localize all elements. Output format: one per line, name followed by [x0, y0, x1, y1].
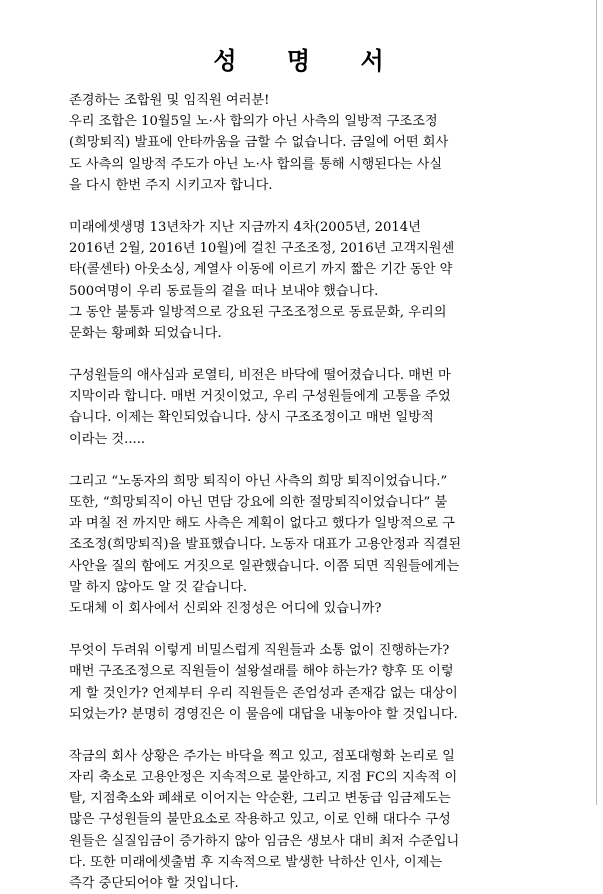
- text-line: 지막이라 합니다. 매번 거짓이었고, 우리 구성원들에게 고통을 주었: [69, 389, 451, 405]
- text-line: 많은 구성원들의 불만요소로 작용하고 있고, 이로 인해 대다수 구성: [69, 812, 451, 828]
- document-title: 성 명 서: [213, 46, 405, 75]
- text-line: 미래에셋생명 13년차가 지난 지금까지 4차(2005년, 2014년: [69, 219, 421, 235]
- paragraph-trust: [69, 471, 539, 619]
- text-line: 작금의 회사 상황은 주가는 바닥을 찍고 있고, 점포대형화 논리로 일: [69, 748, 455, 764]
- text-line: 다. 또한 미래에셋출범 후 지속적으로 발생한 낙하산 인사, 이제는: [69, 854, 443, 870]
- paragraph-loyalty: [69, 365, 539, 450]
- text-line: 2016년 2월, 2016년 10월)에 걸친 구조조정, 2016년 고객지원센: [69, 241, 455, 257]
- text-line: 되었는가? 분명히 경영진은 이 물음에 대답을 내놓아야 할 것입니다.: [69, 706, 458, 722]
- text-line: 500여명이 우리 동료들의 곁을 떠나 보내야 했습니다.: [69, 283, 379, 299]
- text-line: 게 할 것인가? 언제부터 우리 직원들은 존엄성과 존재감 없는 대상이: [69, 685, 458, 701]
- paragraph-situation: [69, 746, 539, 894]
- paragraph-history: [69, 217, 539, 344]
- text-line: 사안을 질의 함에도 거짓으로 일관했습니다. 이쯤 되면 직원들에게는: [69, 558, 460, 574]
- text-line: 문화는 황폐화 되었습니다.: [69, 325, 222, 341]
- text-line: 또한, “희망퇴직이 아닌 면담 강요에 의한 절망퇴직이었습니다” 불: [69, 495, 448, 510]
- text-line: 이라는 것.....: [69, 431, 146, 447]
- text-line: 우리 조합은 10월5일 노·사 합의가 아닌 사측의 일방적 구조조정: [69, 114, 438, 130]
- text-line: 자리 축소로 고용안정은 지속적으로 불안하고, 지점 FC의 지속적 이: [69, 770, 458, 786]
- text-line: 존경하는 조합원 및 임직원 여러분!: [69, 93, 270, 108]
- text-line: 그 동안 불통과 일방적으로 강요된 구조조정으로 동료문화, 우리의: [69, 304, 447, 320]
- text-line: 말 하지 않아도 알 것 같습니다.: [69, 579, 248, 595]
- text-line: 과 며칠 전 까지만 해도 사측은 계획이 없다고 했다가 일방적으로 구: [69, 516, 455, 532]
- text-line: 도대체 이 회사에서 신뢰와 진정성은 어디에 있습니까?: [69, 600, 382, 616]
- text-line: 을 다시 한번 주지 시키고자 합니다.: [69, 177, 273, 193]
- text-line: 그리고 “노동자의 희망 퇴직이 아닌 사측의 희망 퇴직이었습니다.”: [69, 473, 448, 489]
- text-line: (희망퇴직) 발표에 안타까움을 금할 수 없습니다. 금일에 어떤 회사: [69, 135, 449, 151]
- text-line: 탈, 지점축소와 폐쇄로 이어지는 악순환, 그리고 변동급 임금제도는: [69, 791, 451, 807]
- text-line: 구성원들의 애사심과 로열티, 비전은 바닥에 떨어졌습니다. 매번 마: [69, 368, 451, 384]
- text-line: 습니다. 이제는 확인되었습니다. 상시 구조조정이고 매번 일방적: [69, 410, 434, 426]
- text-line: 도 사측의 일방적 주도가 아닌 노·사 합의를 통해 시행된다는 사실: [69, 156, 443, 172]
- paragraph-greeting: [69, 90, 539, 196]
- statement-body: [69, 90, 539, 894]
- text-line: 타(콜센타) 아웃소싱, 계열사 이동에 이르기 까지 짧은 기간 동안 약: [69, 262, 453, 278]
- paragraph-questions: [69, 640, 539, 725]
- text-line: 원들은 실질임금이 증가하지 않아 임금은 생보사 대비 최저 수준입니: [69, 833, 460, 849]
- text-line: 즉각 중단되어야 할 것입니다.: [69, 876, 239, 891]
- text-line: 무엇이 두려워 이렇게 비밀스럽게 직원들과 소통 없이 진행하는가?: [69, 643, 450, 659]
- text-line: 조조정(희망퇴직)을 발표했습니다. 노동자 대표가 고용안정과 직결된: [69, 537, 462, 553]
- text-line: 매번 구조조정으로 직원들이 설왕설래를 해야 하는가? 향후 또 이렇: [69, 664, 454, 680]
